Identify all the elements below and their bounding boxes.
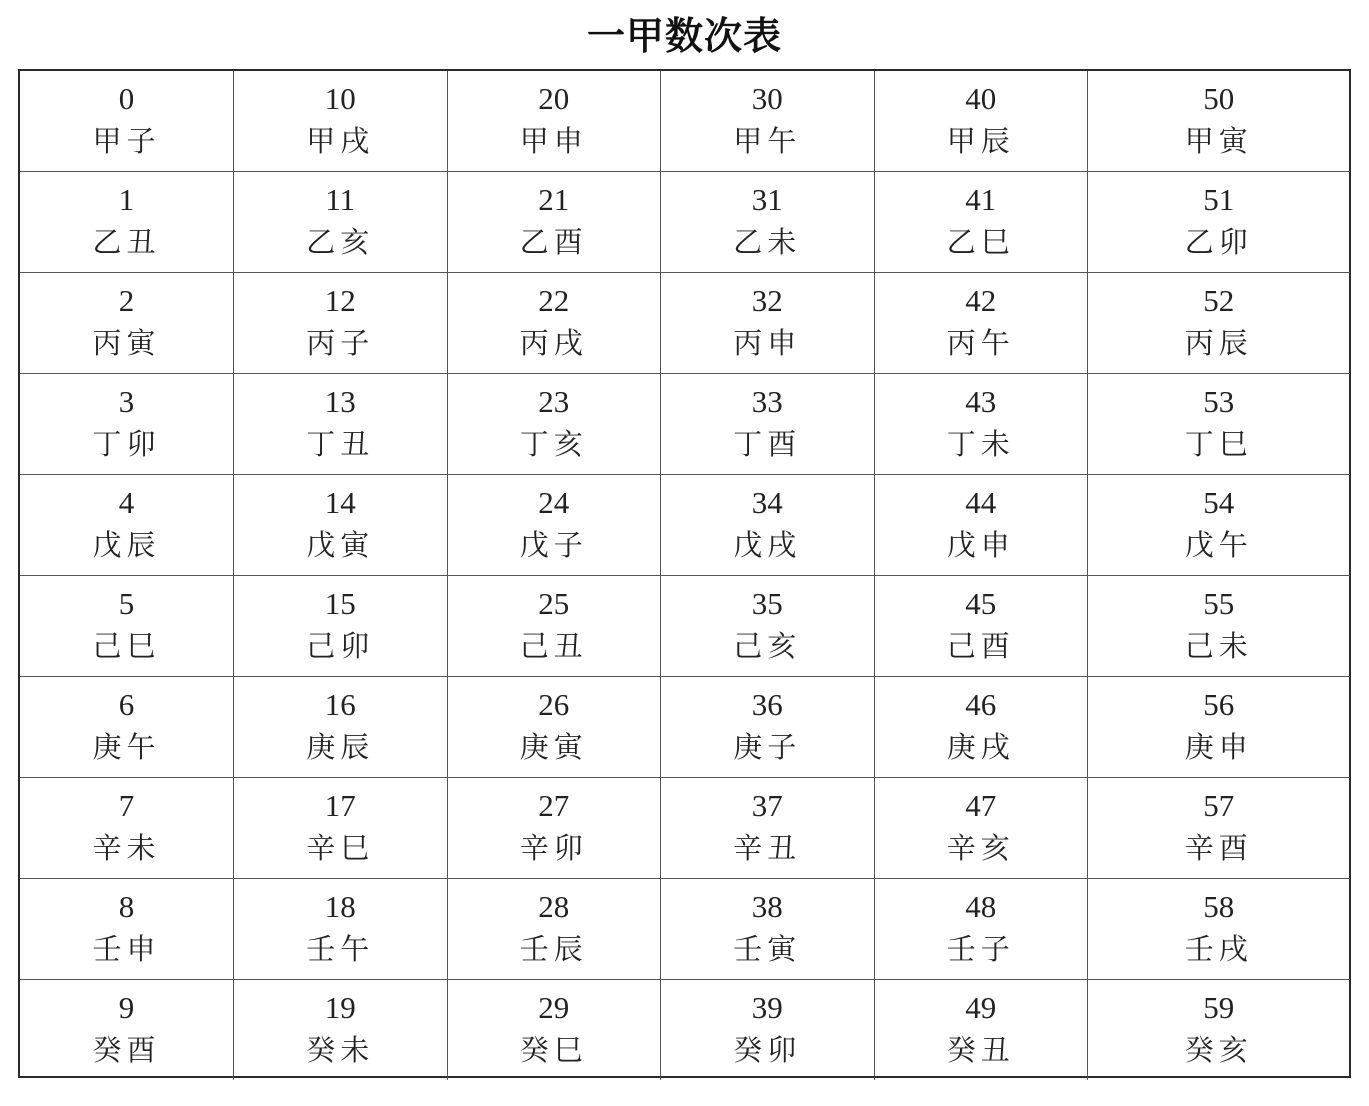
table-cell (874, 374, 1088, 475)
cycle-number: 56 (1203, 687, 1235, 722)
table-row (20, 172, 1350, 273)
ganzhi-label: 辛丑 (733, 831, 802, 865)
cycle-number: 59 (1203, 990, 1235, 1025)
table-cell (20, 71, 234, 172)
cycle-number: 29 (538, 990, 570, 1025)
ganzhi-label: 甲辰 (946, 124, 1015, 158)
table-cell (234, 879, 448, 980)
cycle-number: 21 (538, 182, 570, 217)
table-cell (447, 778, 661, 879)
ganzhi-label: 辛卯 (519, 831, 588, 865)
cycle-number: 9 (118, 990, 135, 1025)
cycle-number: 40 (965, 81, 997, 116)
table-cell (234, 71, 448, 172)
table-cell (1088, 576, 1350, 677)
cycle-number: 55 (1203, 586, 1235, 621)
cycle-number: 26 (538, 687, 570, 722)
ganzhi-label: 己丑 (519, 629, 588, 663)
cycle-number: 54 (1203, 485, 1235, 520)
table-row (20, 475, 1350, 576)
ganzhi-label: 甲戌 (306, 124, 375, 158)
ganzhi-label: 乙丑 (92, 225, 161, 259)
table-cell (234, 374, 448, 475)
ganzhi-label: 戊寅 (306, 528, 375, 562)
table-cell (20, 172, 234, 273)
cycle-number: 24 (538, 485, 570, 520)
table-cell (1088, 879, 1350, 980)
cycle-number: 31 (751, 182, 783, 217)
table-cell (20, 374, 234, 475)
table-cell (661, 71, 875, 172)
ganzhi-label: 戊辰 (92, 528, 161, 562)
ganzhi-label: 壬子 (946, 932, 1015, 966)
table-cell (1088, 677, 1350, 778)
cycle-number: 37 (751, 788, 783, 823)
table-cell (661, 576, 875, 677)
ganzhi-label: 庚午 (92, 730, 161, 764)
cycle-number: 30 (751, 81, 783, 116)
table-cell (234, 778, 448, 879)
table-cell (1088, 71, 1350, 172)
table-cell (234, 677, 448, 778)
table-row (20, 71, 1350, 172)
ganzhi-label: 乙亥 (306, 225, 375, 259)
ganzhi-label: 丙戌 (519, 326, 588, 360)
table-cell (447, 879, 661, 980)
table-cell (1088, 980, 1350, 1081)
ganzhi-label: 己未 (1184, 629, 1253, 663)
table-cell (20, 677, 234, 778)
ganzhi-label: 甲子 (92, 124, 161, 158)
ganzhi-label: 乙未 (733, 225, 802, 259)
table-row (20, 879, 1350, 980)
ganzhi-label: 己酉 (946, 629, 1015, 663)
ganzhi-label: 癸丑 (946, 1033, 1015, 1067)
table-cell (447, 677, 661, 778)
ganzhi-label: 癸未 (306, 1033, 375, 1067)
ganzhi-label: 丙寅 (92, 326, 161, 360)
cycle-number: 14 (324, 485, 356, 520)
cycle-number: 49 (965, 990, 997, 1025)
cycle-number: 13 (324, 384, 356, 419)
ganzhi-label: 癸亥 (1184, 1033, 1253, 1067)
cycle-number: 17 (324, 788, 356, 823)
cycle-number: 35 (751, 586, 783, 621)
ganzhi-label: 乙酉 (519, 225, 588, 259)
ganzhi-label: 己卯 (306, 629, 375, 663)
ganzhi-label: 丁巳 (1184, 427, 1253, 461)
table-cell (447, 374, 661, 475)
table-row (20, 374, 1350, 475)
ganzhi-label: 丙子 (306, 326, 375, 360)
cycle-number: 16 (324, 687, 356, 722)
cycle-number: 45 (965, 586, 997, 621)
table-cell (874, 172, 1088, 273)
cycle-number: 27 (538, 788, 570, 823)
ganzhi-label: 己巳 (92, 629, 161, 663)
cycle-number: 25 (538, 586, 570, 621)
cycle-number: 0 (118, 81, 135, 116)
table-cell (874, 980, 1088, 1081)
table-cell (447, 980, 661, 1081)
cycle-number: 34 (751, 485, 783, 520)
table-cell (874, 576, 1088, 677)
cycle-number: 4 (118, 485, 135, 520)
table-cell (661, 172, 875, 273)
ganzhi-label: 戊戌 (733, 528, 802, 562)
table-row (20, 273, 1350, 374)
ganzhi-label: 壬申 (92, 932, 161, 966)
table-cell (874, 677, 1088, 778)
ganzhi-label: 辛亥 (946, 831, 1015, 865)
ganzhi-label: 乙卯 (1184, 225, 1253, 259)
ganzhi-label: 辛巳 (306, 831, 375, 865)
table-cell (20, 475, 234, 576)
cycle-number: 28 (538, 889, 570, 924)
cycle-number: 22 (538, 283, 570, 318)
ganzhi-label: 乙巳 (946, 225, 1015, 259)
ganzhi-label: 庚辰 (306, 730, 375, 764)
table-cell (1088, 172, 1350, 273)
ganzhi-label: 癸巳 (519, 1033, 588, 1067)
cycle-number: 50 (1203, 81, 1235, 116)
ganzhi-label: 甲寅 (1184, 124, 1253, 158)
ganzhi-label: 癸酉 (92, 1033, 161, 1067)
cycle-number: 3 (118, 384, 135, 419)
cycle-number: 52 (1203, 283, 1235, 318)
table-cell (447, 172, 661, 273)
table-cell (661, 475, 875, 576)
table-row (20, 677, 1350, 778)
cycle-number: 39 (751, 990, 783, 1025)
cycle-number: 2 (118, 283, 135, 318)
cycle-number: 48 (965, 889, 997, 924)
table-row (20, 778, 1350, 879)
cycle-number: 1 (118, 182, 135, 217)
table-cell (1088, 778, 1350, 879)
cycle-number: 33 (751, 384, 783, 419)
table-cell (447, 273, 661, 374)
ganzhi-label: 丁酉 (733, 427, 802, 461)
table-cell (447, 576, 661, 677)
ganzhi-label: 甲申 (519, 124, 588, 158)
ganzhi-label: 壬寅 (733, 932, 802, 966)
table-cell (874, 273, 1088, 374)
table-cell (1088, 273, 1350, 374)
cycle-number: 8 (118, 889, 135, 924)
table-cell (874, 778, 1088, 879)
ganzhi-label: 庚戌 (946, 730, 1015, 764)
ganzhi-table (20, 71, 1350, 1080)
table-cell (1088, 374, 1350, 475)
table-cell (234, 475, 448, 576)
table-row (20, 576, 1350, 677)
ganzhi-label: 戊午 (1184, 528, 1253, 562)
cycle-number: 18 (324, 889, 356, 924)
table-cell (20, 273, 234, 374)
cycle-number: 58 (1203, 889, 1235, 924)
cycle-number: 19 (324, 990, 356, 1025)
page-title: 一甲数次表 (586, 14, 782, 58)
table-cell (20, 778, 234, 879)
ganzhi-table-frame (18, 69, 1351, 1078)
ganzhi-label: 丁未 (946, 427, 1015, 461)
ganzhi-label: 辛酉 (1184, 831, 1253, 865)
cycle-number: 36 (751, 687, 783, 722)
cycle-number: 12 (324, 283, 356, 318)
cycle-number: 43 (965, 384, 997, 419)
cycle-number: 41 (965, 182, 997, 217)
ganzhi-label: 戊申 (946, 528, 1015, 562)
table-cell (874, 879, 1088, 980)
table-cell (874, 475, 1088, 576)
cycle-number: 7 (118, 788, 135, 823)
ganzhi-label: 庚子 (733, 730, 802, 764)
cycle-number: 42 (965, 283, 997, 318)
table-cell (20, 576, 234, 677)
ganzhi-label: 壬辰 (519, 932, 588, 966)
ganzhi-label: 癸卯 (733, 1033, 802, 1067)
table-cell (234, 980, 448, 1081)
cycle-number: 32 (751, 283, 783, 318)
ganzhi-label: 戊子 (519, 528, 588, 562)
cycle-number: 38 (751, 889, 783, 924)
table-cell (874, 71, 1088, 172)
table-cell (661, 778, 875, 879)
table-row (20, 980, 1350, 1081)
ganzhi-label: 丙辰 (1184, 326, 1253, 360)
cycle-number: 11 (325, 182, 356, 217)
cycle-number: 20 (538, 81, 570, 116)
table-cell (661, 879, 875, 980)
table-cell (447, 71, 661, 172)
cycle-number: 47 (965, 788, 997, 823)
ganzhi-label: 己亥 (733, 629, 802, 663)
cycle-number: 5 (118, 586, 135, 621)
cycle-number: 10 (324, 81, 356, 116)
ganzhi-label: 庚申 (1184, 730, 1253, 764)
ganzhi-label: 甲午 (733, 124, 802, 158)
cycle-number: 57 (1203, 788, 1235, 823)
cycle-number: 46 (965, 687, 997, 722)
ganzhi-label: 丙申 (733, 326, 802, 360)
ganzhi-label: 庚寅 (519, 730, 588, 764)
ganzhi-label: 壬午 (306, 932, 375, 966)
ganzhi-label: 丙午 (946, 326, 1015, 360)
cycle-number: 44 (965, 485, 997, 520)
cycle-number: 15 (324, 586, 356, 621)
ganzhi-label: 辛未 (92, 831, 161, 865)
table-cell (661, 980, 875, 1081)
table-cell (661, 273, 875, 374)
ganzhi-label: 壬戌 (1184, 932, 1253, 966)
table-cell (447, 475, 661, 576)
table-cell (234, 576, 448, 677)
table-cell (661, 374, 875, 475)
table-cell (20, 879, 234, 980)
ganzhi-label: 丁亥 (519, 427, 588, 461)
cycle-number: 23 (538, 384, 570, 419)
ganzhi-label: 丁丑 (306, 427, 375, 461)
table-cell (20, 980, 234, 1081)
cycle-number: 51 (1203, 182, 1235, 217)
table-cell (661, 677, 875, 778)
table-cell (1088, 475, 1350, 576)
ganzhi-label: 丁卯 (92, 427, 161, 461)
table-cell (234, 273, 448, 374)
cycle-number: 53 (1203, 384, 1235, 419)
table-cell (234, 172, 448, 273)
cycle-number: 6 (118, 687, 135, 722)
